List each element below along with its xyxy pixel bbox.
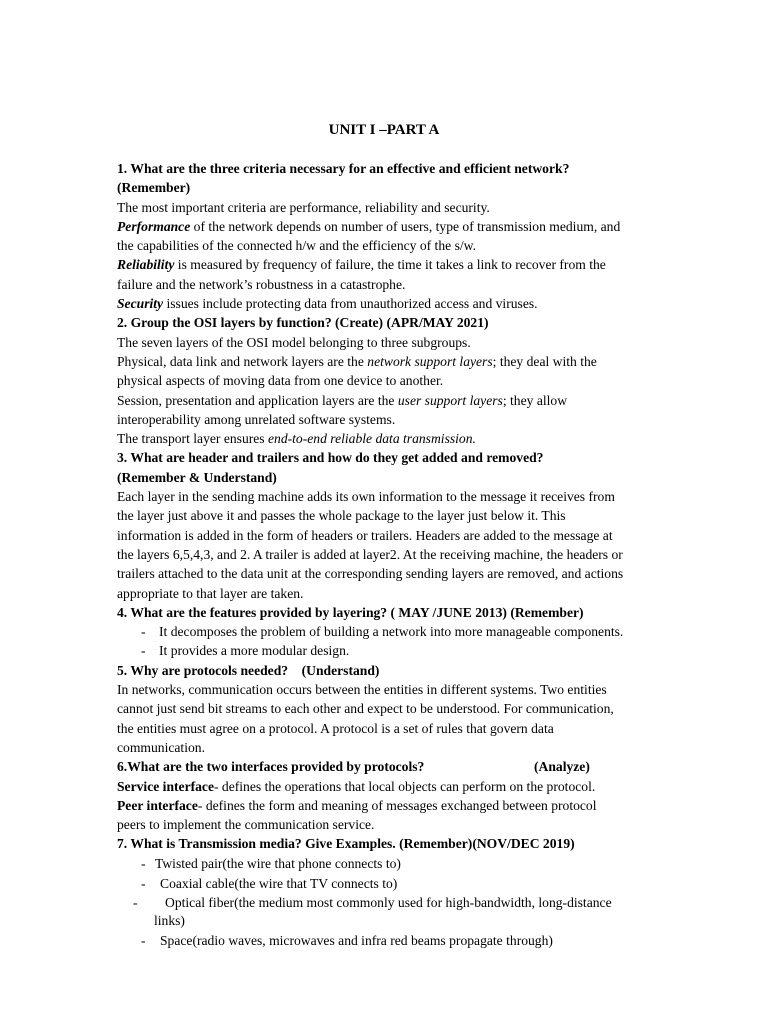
list-item-text: Twisted pair(the wire that phone connects to)	[155, 855, 401, 871]
peer-interface-term: Peer interface	[117, 797, 198, 813]
security-term: Security	[117, 296, 164, 312]
service-interface-text: - defines the operations that local objects can perform on the protocol.	[214, 778, 596, 794]
answer-1-security	[117, 294, 650, 313]
dash-bullet: -	[141, 855, 146, 871]
dash-bullet: -	[141, 643, 146, 659]
answer-1-performance	[117, 217, 650, 236]
answer-5-line-4: communication.	[117, 739, 205, 755]
list-item-cont: links)	[154, 913, 185, 929]
answer-2-line-4	[117, 391, 650, 410]
list-item	[117, 641, 650, 660]
question-7: 7. What is Transmission media? Give Examples. (Remember)(NOV/DEC 2019)	[117, 836, 575, 852]
answer-2-line-6-pre: The transport layer ensures	[117, 431, 268, 447]
answer-6-peer	[117, 796, 650, 815]
answer-6-service	[117, 777, 650, 796]
question-4: 4. What are the features provided by layering? ( MAY /JUNE 2013) (Remember)	[117, 604, 584, 620]
answer-2-line-2	[117, 352, 650, 371]
answer-2-line-2-pre: Physical, data link and network layers are the	[117, 353, 368, 369]
answer-2-line-1: The seven layers of the OSI model belonging to three subgroups.	[117, 334, 471, 350]
document-body	[117, 159, 650, 952]
answer-5-line-2: cannot just send bit streams to each other and expect to be understood. For communication,	[117, 701, 614, 717]
list-item-text: It provides a more modular design.	[159, 643, 350, 659]
list-item	[117, 622, 650, 641]
answer-2-line-2-post: ; they deal with the	[492, 353, 597, 369]
question-3: 3. What are header and trailers and how do they get added and removed?	[117, 450, 544, 466]
list-item-text: Coaxial cable(the wire that TV connects to)	[160, 875, 398, 891]
dash-bullet: -	[141, 932, 146, 948]
list-item	[117, 930, 650, 952]
answer-3-line-1: Each layer in the sending machine adds its own information to the message it receives from	[117, 489, 615, 505]
question-2: 2. Group the OSI layers by function? (Create) (APR/MAY 2021)	[117, 315, 489, 331]
list-item	[117, 854, 650, 874]
question-5: 5. Why are protocols needed? (Understand)	[117, 662, 380, 678]
answer-5-line-1: In networks, communication occurs between the entities in different systems. Two entities	[117, 682, 607, 698]
answer-3-line-6: appropriate to that layer are taken.	[117, 585, 304, 601]
dash-bullet: -	[141, 624, 146, 640]
end-to-end-term: end-to-end reliable data transmission.	[268, 431, 476, 447]
answer-2-line-3: physical aspects of moving data from one device to another.	[117, 373, 444, 389]
list-item	[117, 874, 650, 894]
user-support-layers-term: user support layers	[397, 392, 503, 408]
question-1	[117, 159, 650, 178]
answer-2-line-4-pre: Session, presentation and application layers are the	[117, 392, 398, 408]
service-interface-term: Service interface	[117, 778, 214, 794]
answer-3-line-4: the layers 6,5,4,3, and 2. A trailer is added at layer2. At the receiving machine, the headers or	[117, 546, 623, 562]
security-text: issues include protecting data from unauthorized access and viruses.	[163, 296, 538, 312]
question-6	[117, 757, 650, 776]
list-item-text: Optical fiber(the medium most commonly used for high-bandwidth, long-distance	[165, 895, 612, 911]
answer-1-reliability-cont: failure and the network’s robustness in a catastrophe.	[117, 276, 406, 292]
answer-3-line-2: the layer just above it and passes the whole package to the layer just below it. This	[117, 508, 566, 524]
page-title: UNIT I –PART A	[328, 122, 440, 138]
answer-6-peer-cont: peers to implement the communication service.	[117, 817, 375, 833]
performance-text: of the network depends on number of users, type of transmission medium, and	[190, 218, 621, 234]
reliability-text: is measured by frequency of failure, the time it takes a link to recover from the	[174, 257, 606, 273]
answer-2-line-5: interoperability among unrelated software systems.	[117, 411, 396, 427]
question-1-text: 1. What are the three criteria necessary for an effective and efficient network?	[117, 161, 570, 176]
network-support-layers-term: network support layers	[367, 353, 493, 369]
performance-term: Performance	[117, 218, 191, 234]
answer-3-line-3: information is added in the form of headers or trailers. Headers are added to the message at	[117, 527, 613, 543]
answer-2-line-6	[117, 429, 650, 448]
answer-3-line-5: trailers attached to the data unit at the corresponding sending layers are removed, and actions	[117, 566, 624, 582]
reliability-term: Reliability	[117, 257, 175, 273]
dash-bullet: -	[133, 895, 138, 911]
peer-interface-text: - defines the form and meaning of messages exchanged between protocol	[197, 797, 597, 813]
question-1-tag: (Remember)	[117, 180, 191, 196]
question-6-text: 6.What are the two interfaces provided by protocols?	[117, 759, 425, 775]
list-item-text: It decomposes the problem of building a network into more manageable components.	[159, 624, 624, 640]
answer-1-performance-cont: the capabilities of the connected h/w and the efficiency of the s/w.	[117, 238, 476, 254]
question-6-tag: (Analyze)	[534, 759, 590, 775]
list-item	[117, 893, 650, 912]
answer-1-reliability	[117, 255, 650, 274]
question-3-tag: (Remember & Understand)	[117, 469, 277, 485]
answer-5-line-3: the entities must agree on a protocol. A protocol is a set of rules that govern data	[117, 720, 554, 736]
answer-2-line-4-post: ; they allow	[502, 392, 568, 408]
dash-bullet: -	[141, 875, 146, 891]
list-item-text: Space(radio waves, microwaves and infra red beams propagate through)	[160, 932, 553, 948]
answer-1-intro: The most important criteria are performance, reliability and security.	[117, 199, 490, 215]
